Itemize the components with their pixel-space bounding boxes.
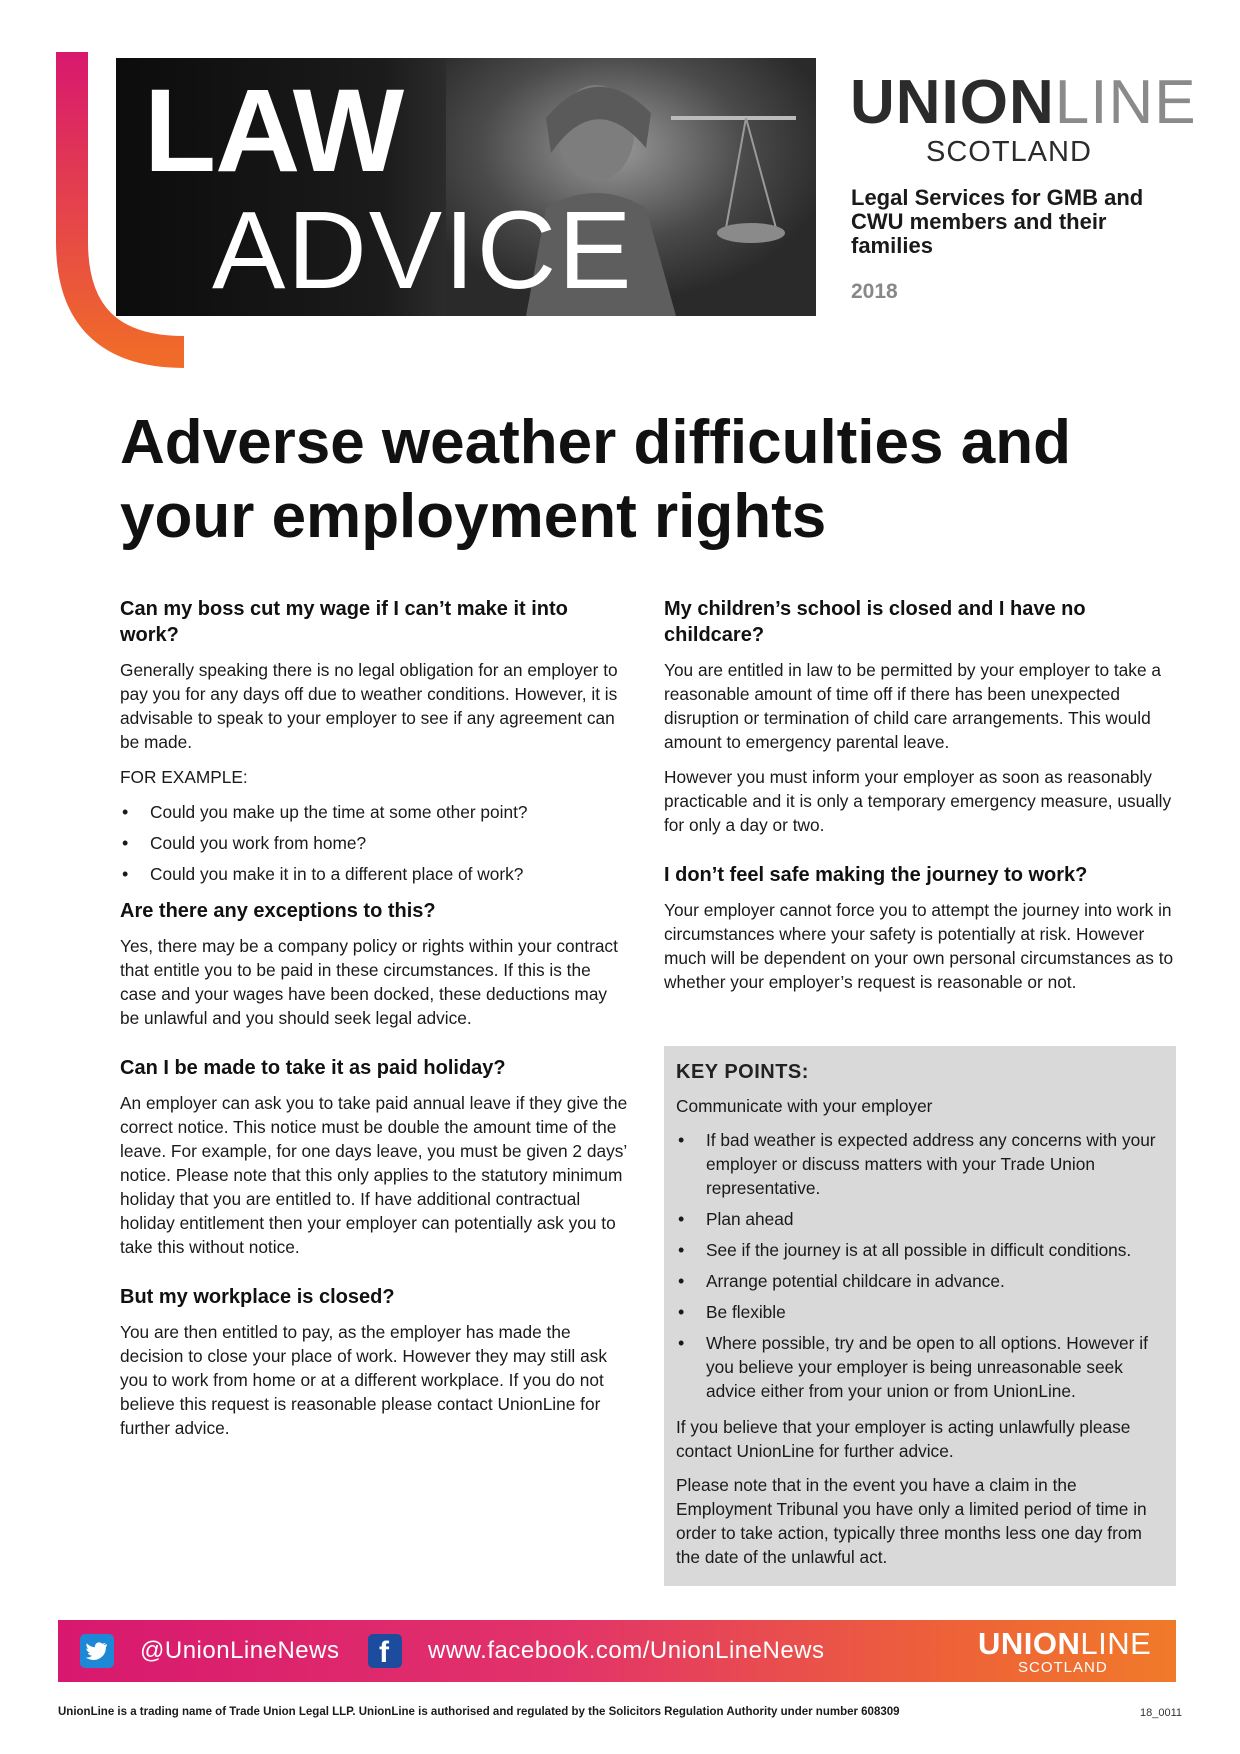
footer-logo-line-text: LINE	[1080, 1626, 1152, 1661]
key-points-heading: KEY POINTS:	[676, 1061, 809, 1083]
law-advice-banner	[116, 58, 816, 316]
legal-disclaimer: UnionLine is a trading name of Trade Union Legal LLP. UnionLine is authorised and regulated by the Solicitors Regulation Authority under number 608309	[58, 1706, 900, 1718]
section-text-childcare-2: However you must inform your employer as soon as reasonably practicable and it is only a temporary emergency measure, usually for only a day or two.	[664, 767, 1172, 835]
section-text-journey: Your employer cannot force you to attempt the journey into work in circumstances where your safety is potentially at risk. However much will be dependent on your own personal circumstances as to whether your employer’s request is reasonable or not.	[664, 900, 1174, 992]
footer-logo-scotland-text: SCOTLAND	[1018, 1659, 1108, 1676]
twitter-handle-link[interactable]: @UnionLineNews	[140, 1637, 340, 1664]
twitter-icon[interactable]	[80, 1634, 114, 1668]
example-list	[120, 800, 630, 886]
section-heading-workplace-closed: But my workplace is closed?	[120, 1286, 395, 1308]
banner-law-text: LAW	[144, 65, 404, 197]
list-item: • Plan ahead	[676, 1207, 1162, 1231]
footer-bar	[58, 1620, 1176, 1682]
section-text-paid-holiday: An employer can ask you to take paid annual leave if they give the correct notice. This notice must be double the amount time of the leave. For example, for one days leave, you must be given 2 days’ notice. Please note that this only applies to the statutory minimum holiday that you are entitled to. If have additional contractual holiday entitlement then your employer can potentially ask you to take this without notice.	[120, 1093, 628, 1257]
footer-unionline-logo	[978, 1628, 1168, 1676]
footer-logo-union-text: UNION	[978, 1626, 1081, 1661]
key-points-text-2: Please note that in the event you have a claim in the Employment Tribunal you have only a limited period of time in order to take action, typically three months less one day from the date of the unlawful act.	[676, 1475, 1147, 1567]
section-heading-journey: I don’t feel safe making the journey to work?	[664, 864, 1088, 886]
list-item: • Where possible, try and be open to all options. However if you believe your employer is being unreasonable seek advice either from your union or from UnionLine.	[676, 1331, 1162, 1403]
left-column	[120, 596, 630, 1451]
banner-advice-text: ADVICE	[212, 189, 634, 312]
list-item: • Arrange potential childcare in advance.	[676, 1269, 1162, 1293]
section-heading-wage: Can my boss cut my wage if I can’t make it into work?	[120, 598, 568, 646]
section-text-childcare-1: You are entitled in law to be permitted by your employer to take a reasonable amount of time off if there has been unexpected disruption or termination of child care arrangements. This would amount to emergency parental leave.	[664, 660, 1161, 752]
section-heading-paid-holiday: Can I be made to take it as paid holiday?	[120, 1057, 506, 1079]
example-label: FOR EXAMPLE:	[120, 767, 248, 787]
list-item: • Could you work from home?	[120, 831, 630, 855]
section-heading-childcare: My children’s school is closed and I have no childcare?	[664, 598, 1086, 646]
section-text-workplace-closed: You are then entitled to pay, as the employer has made the decision to close your place of work. However they may still ask you to work from home or at a different workplace. If you do not believe this request is reasonable please contact UnionLine for further advice.	[120, 1322, 607, 1438]
logo-union-text: UNION	[850, 68, 1055, 137]
facebook-url-link[interactable]: www.facebook.com/UnionLineNews	[428, 1637, 825, 1664]
list-item: • If bad weather is expected address any concerns with your employer or discuss matters with your Trade Union representative.	[676, 1128, 1162, 1200]
list-item: • Could you make up the time at some other point?	[120, 800, 630, 824]
year-label: 2018	[851, 280, 898, 303]
key-points-box	[664, 1046, 1176, 1586]
section-heading-exceptions: Are there any exceptions to this?	[120, 900, 436, 922]
tagline: Legal Services for GMB and CWU members and their families	[851, 185, 1144, 258]
list-item: • Be flexible	[676, 1300, 1162, 1324]
key-points-list	[676, 1128, 1162, 1403]
logo-line-text: LINE	[1054, 68, 1197, 137]
document-code: 18_0011	[1140, 1707, 1183, 1719]
page-title: Adverse weather difficulties and your employment rights	[120, 408, 1071, 551]
section-text-wage: Generally speaking there is no legal obligation for an employer to pay you for any days off due to weather conditions. However, it is advisable to speak to your employer to see if any agreement can be made.	[120, 660, 618, 752]
key-points-intro: Communicate with your employer	[676, 1096, 933, 1116]
list-item: • Could you make it in to a different place of work?	[120, 862, 630, 886]
key-points-text-1: If you believe that your employer is acting unlawfully please contact UnionLine for further advice.	[676, 1417, 1131, 1461]
facebook-icon[interactable]: f	[368, 1634, 402, 1668]
right-column	[664, 596, 1184, 1005]
unionline-logo	[850, 68, 1197, 169]
list-item: • See if the journey is at all possible in difficult conditions.	[676, 1238, 1162, 1262]
section-text-exceptions: Yes, there may be a company policy or rights within your contract that entitle you to be paid in these circumstances. If this is the case and your wages have been docked, these deductions may be unlawful and you should seek legal advice.	[120, 936, 618, 1028]
logo-scotland-text: SCOTLAND	[926, 136, 1092, 168]
